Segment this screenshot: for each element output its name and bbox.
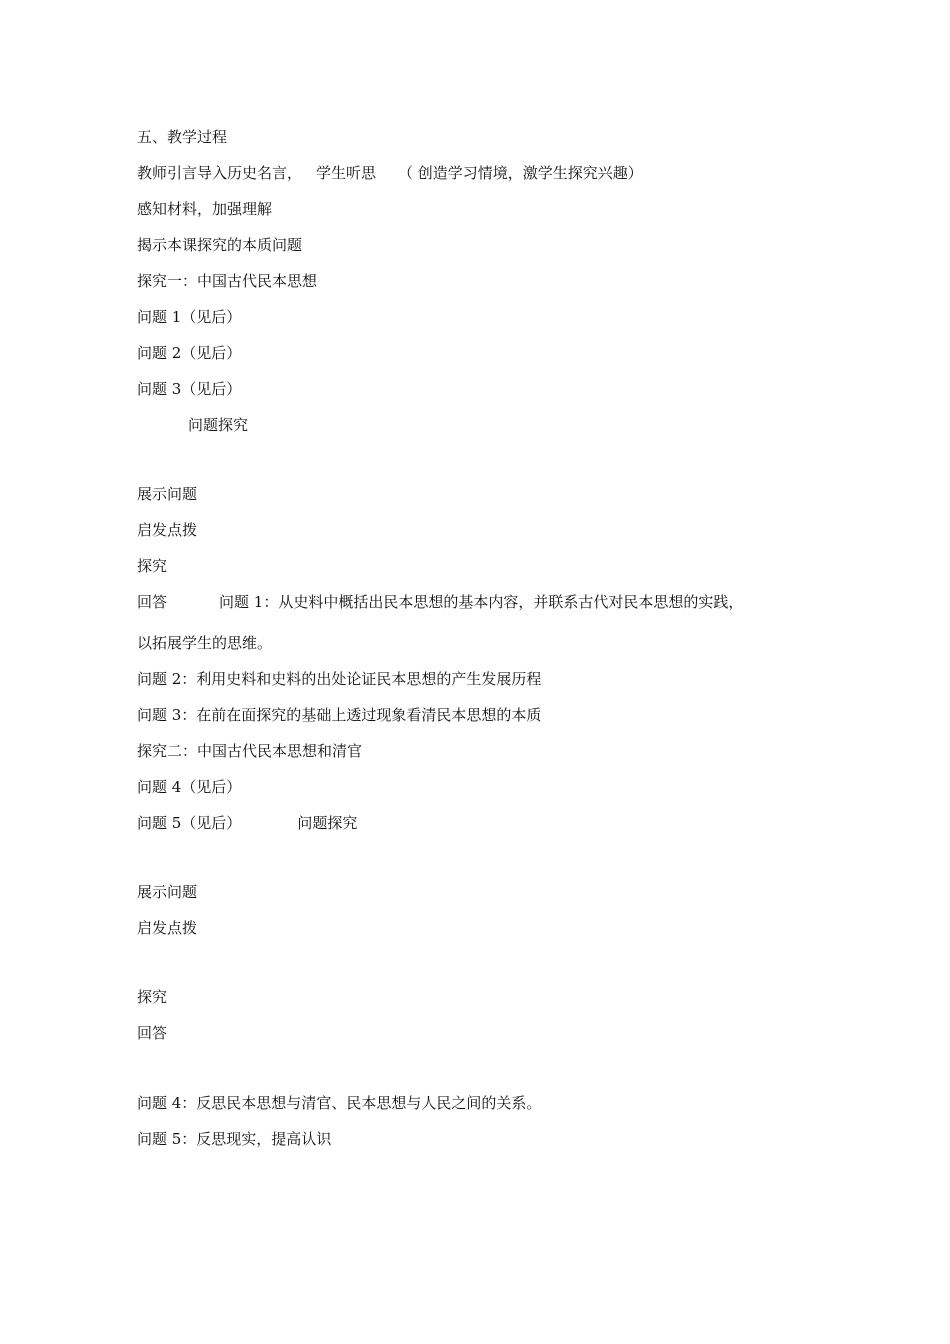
intro-line (137, 163, 643, 183)
section-title: 五、教学过程 (137, 128, 228, 146)
steps1-show: 展示问题 (137, 485, 198, 503)
explore1-title: 探究一：中国古代民本思想 (137, 272, 318, 290)
explore1-label: 问题探究 (188, 416, 249, 434)
steps2-show: 展示问题 (137, 883, 198, 901)
perceive-line: 感知材料，加强理解 (137, 200, 273, 218)
answer1-q1-cont: 以拓展学生的思维。 (137, 634, 273, 652)
explore1-q2: 问题 2（见后） (137, 344, 242, 362)
answer1-q2: 问题 2：利用史料和史料的出处论证民本思想的产生发展历程 (137, 670, 542, 688)
answer2-q4: 问题 4：反思民本思想与清官、民本思想与人民之间的关系。 (137, 1094, 542, 1112)
steps1-answer-line (137, 592, 743, 612)
steps2-inspire: 启发点拨 (137, 919, 198, 937)
steps1-explore: 探究 (137, 557, 168, 575)
intro-student: 学生听思 (316, 164, 377, 182)
explore2-q5-line (137, 813, 357, 833)
reveal-line: 揭示本课探究的本质问题 (137, 236, 303, 254)
steps2-answer: 回答 (137, 1024, 168, 1042)
explore1-q3: 问题 3（见后） (137, 380, 242, 398)
steps1-answer: 回答 (137, 593, 168, 611)
explore2-label: 问题探究 (297, 814, 358, 832)
intro-purpose: （ 创造学习情境，激学生探究兴趣） (398, 164, 643, 182)
intro-teacher: 教师引言导入历史名言， (137, 164, 303, 182)
steps2-explore: 探究 (137, 988, 168, 1006)
explore2-title: 探究二：中国古代民本思想和清官 (137, 742, 363, 760)
explore2-q5: 问题 5（见后） (137, 814, 242, 832)
explore2-q4: 问题 4（见后） (137, 778, 242, 796)
steps1-inspire: 启发点拨 (137, 521, 198, 539)
explore1-q1: 问题 1（见后） (137, 308, 242, 326)
answer1-q3: 问题 3：在前在面探究的基础上透过现象看清民本思想的本质 (137, 706, 542, 724)
answer2-q5: 问题 5：反思现实，提高认识 (137, 1130, 332, 1148)
answer1-q1: 问题 1：从史料中概括出民本思想的基本内容，并联系古代对民本思想的实践， (219, 593, 744, 611)
